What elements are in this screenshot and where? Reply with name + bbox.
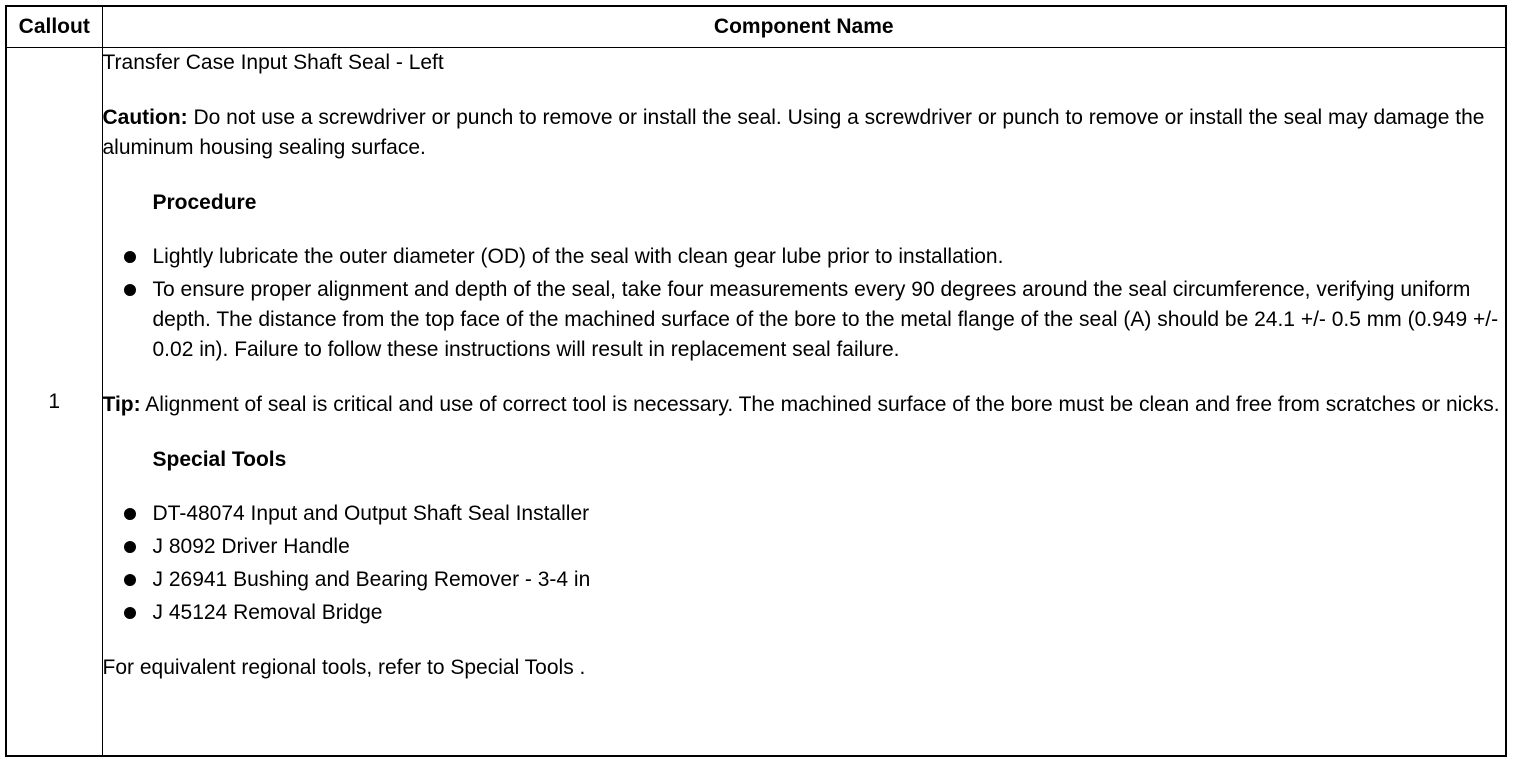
tip-note (103, 390, 1506, 420)
bullet-icon (124, 574, 136, 586)
list-item (103, 598, 1506, 628)
procedure-list (103, 242, 1506, 365)
component-table (7, 7, 1505, 755)
special-tools-list (103, 499, 1506, 628)
caution-text: Do not use a screwdriver or punch to remove or install the seal. Using a screwdriver or punch to remove or install the seal may damage the aluminum housing sealing surface. (102, 106, 1485, 159)
tool-text: J 45124 Removal Bridge (152, 601, 383, 624)
bullet-icon (124, 508, 136, 520)
regional-tools-note: For equivalent regional tools, refer to Special Tools . (102, 656, 586, 679)
component-table-frame (5, 5, 1507, 757)
bullet-icon (124, 607, 136, 619)
tool-text: DT-48074 Input and Output Shaft Seal Installer (152, 502, 590, 525)
callout-number: 1 (7, 48, 102, 756)
tip-label: Tip: (102, 393, 141, 416)
component-title: Transfer Case Input Shaft Seal - Left (102, 51, 444, 74)
component-name-header: Component Name (102, 7, 1505, 48)
bullet-icon (124, 541, 136, 553)
list-item (103, 499, 1506, 529)
procedure-step-text: To ensure proper alignment and depth of the seal, take four measurements every 90 degrees around the seal circumference, verifying uniform depth. The distance from the top face of the machined surface of the bore to the metal flange of the seal (A) should be 24.1 +/- 0.5 mm (0.949 +/- 0.02 in). Failure to follow these instructions will result in replacement seal failure. (152, 278, 1499, 361)
tool-text: J 26941 Bushing and Bearing Remover - 3-4 in (152, 568, 591, 591)
procedure-step-text: Lightly lubricate the outer diameter (OD) of the seal with clean gear lube prior to installation. (152, 245, 1004, 268)
caution-label: Caution: (102, 106, 188, 129)
bullet-icon (124, 251, 136, 263)
list-item (103, 275, 1506, 365)
tool-text: J 8092 Driver Handle (152, 535, 350, 558)
special-tools-heading: Special Tools (152, 448, 287, 471)
list-item (103, 565, 1506, 595)
component-details (102, 48, 1505, 756)
caution-note (103, 103, 1506, 163)
callout-header: Callout (7, 7, 102, 48)
list-item (103, 242, 1506, 272)
list-item (103, 532, 1506, 562)
procedure-heading: Procedure (152, 191, 257, 214)
table-header-row (7, 7, 1505, 48)
bullet-icon (124, 284, 136, 296)
table-row (7, 48, 1505, 756)
tip-text: Alignment of seal is critical and use of correct tool is necessary. The machined surface of the bore must be clean and free from scratches or nicks. (140, 393, 1500, 416)
